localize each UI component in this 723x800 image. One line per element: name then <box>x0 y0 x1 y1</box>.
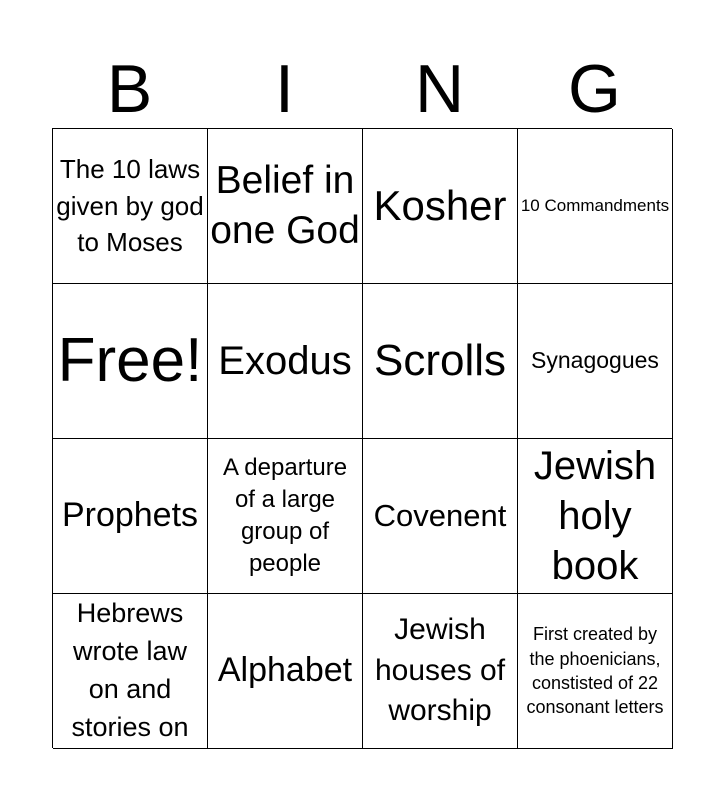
bingo-cell-text: Exodus <box>218 339 352 383</box>
bingo-cell-text: Jewish holy book <box>533 444 657 588</box>
bingo-cell-2-4[interactable] <box>518 284 673 439</box>
bingo-cell-4-4[interactable] <box>518 594 673 749</box>
bingo-cell-3-4[interactable] <box>518 439 673 594</box>
bingo-cell-text: Prophets <box>61 496 199 535</box>
bingo-cell-3-2[interactable] <box>208 439 363 594</box>
header-letter-g: G <box>568 51 621 127</box>
bingo-cell-2-1[interactable] <box>53 284 208 439</box>
bingo-cell-3-1[interactable] <box>53 439 208 594</box>
bingo-cell-text: Belief in one God <box>210 159 360 252</box>
header-letter-b: B <box>106 51 153 127</box>
bingo-cell-1-2[interactable] <box>208 129 363 284</box>
bingo-cell-1-3[interactable] <box>363 129 518 284</box>
bingo-cell-text: Scrolls <box>373 335 507 385</box>
bingo-cell-text: Synagogues <box>531 347 659 374</box>
bingo-grid <box>52 128 672 748</box>
bingo-cell-text: Kosher <box>373 181 507 229</box>
bingo-cell-4-1[interactable] <box>53 594 208 749</box>
bingo-cell-text: Alphabet <box>217 651 353 690</box>
bingo-cell-1-4[interactable] <box>518 129 673 284</box>
bingo-cell-text: First created by the phoenicians, constisted of 22 consonant letters <box>526 624 664 718</box>
bingo-cell-2-2[interactable] <box>208 284 363 439</box>
bingo-cell-text: Hebrews wrote law on and stories on <box>71 598 189 742</box>
bingo-cell-4-3[interactable] <box>363 594 518 749</box>
bingo-cell-text: Covenent <box>373 498 507 534</box>
bingo-cell-3-3[interactable] <box>363 439 518 594</box>
bingo-header <box>52 52 672 126</box>
bingo-cell-4-2[interactable] <box>208 594 363 749</box>
header-letter-i: I <box>275 51 294 127</box>
bingo-cell-text: 10 Commandments <box>520 195 670 215</box>
free-space: Free! <box>57 325 203 395</box>
bingo-cell-text: The 10 laws given by god to Moses <box>56 154 204 258</box>
header-letter-n: N <box>414 51 465 127</box>
bingo-cell-1-1[interactable] <box>53 129 208 284</box>
bingo-cell-text: Jewish houses of worship <box>374 613 506 728</box>
bingo-cell-text: A departure of a large group of people <box>222 454 348 577</box>
bingo-cell-2-3[interactable] <box>363 284 518 439</box>
